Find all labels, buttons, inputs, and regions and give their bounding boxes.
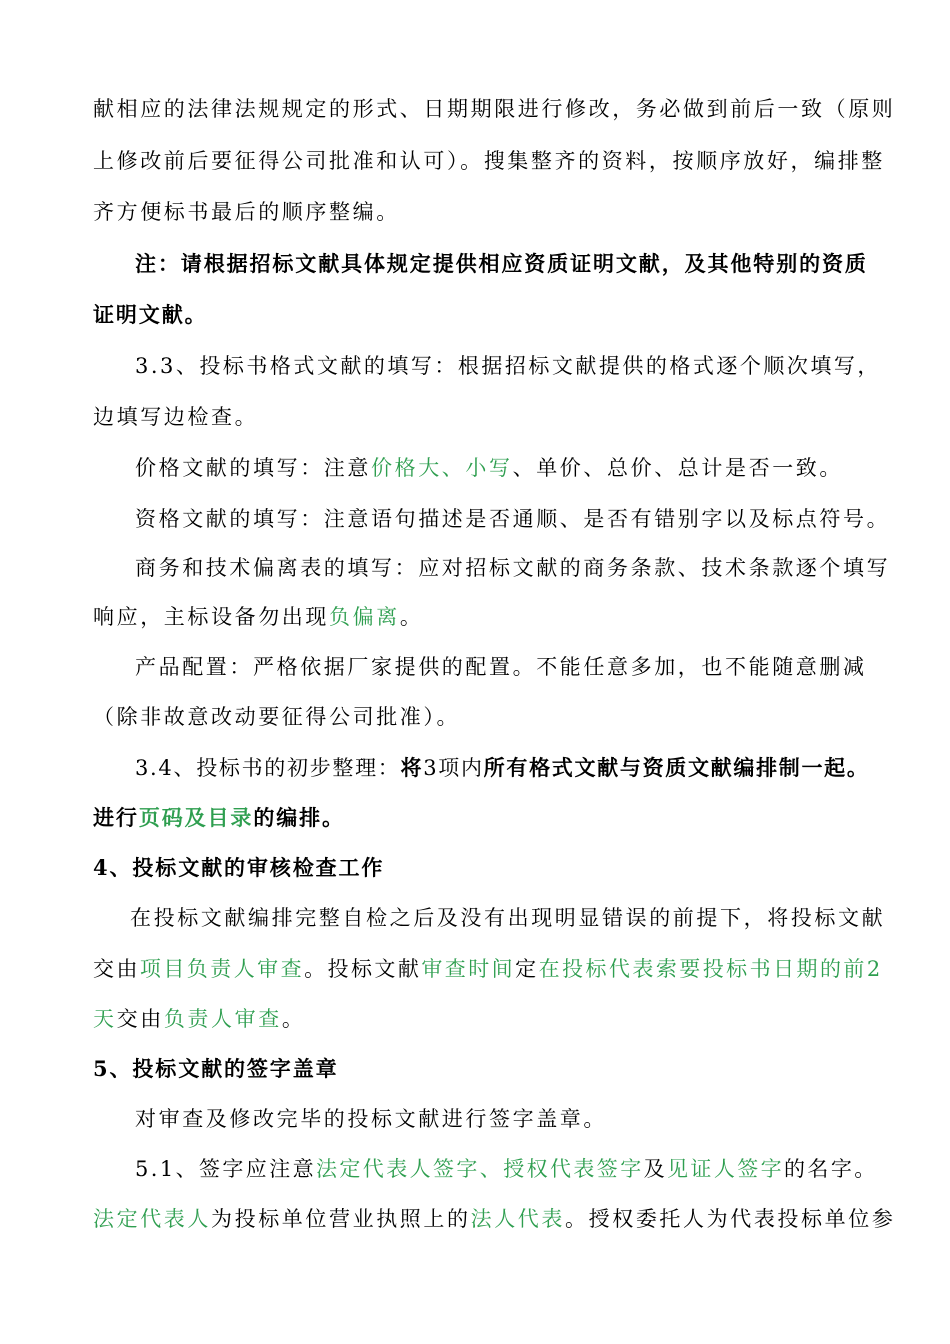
text-run: 、单价、总价、总计是否一致。: [512, 456, 844, 480]
text-line: [93, 954, 883, 984]
text-line: [135, 453, 843, 483]
text-run: 。: [399, 605, 424, 629]
bold-run: 的编排。: [253, 805, 345, 830]
text-line: [93, 702, 460, 732]
text-run: 价格文献的填写：注意: [135, 456, 371, 480]
text-run: 交由: [116, 1007, 164, 1031]
highlight-run: 天: [93, 1007, 117, 1031]
heading-text: 5、投标文献的签字盖章: [93, 1056, 339, 1081]
text-line: [135, 652, 867, 682]
text-line: [135, 553, 890, 583]
text-run: 证明文献。: [93, 302, 208, 327]
text-run: 。: [281, 1007, 306, 1031]
highlight-run: 法定代表人: [93, 1207, 211, 1231]
text-line: [93, 1204, 895, 1234]
text-run: 上修改前后要征得公司批准和认可）。搜集整齐的资料，按顺序放好，编排整: [93, 149, 885, 173]
text-line: [93, 803, 345, 833]
text-run: 注：请根据招标文献具体规定提供相应资质证明文献，及其他特别的资质: [135, 251, 868, 276]
section-5-1-line: [135, 1154, 878, 1184]
highlight-run: 法人代表: [470, 1207, 566, 1231]
heading-text: 4、投标文献的审核检查工作: [93, 855, 385, 880]
text-run: 的名字。: [784, 1157, 878, 1181]
highlight-run: 法定代表人签字、授权代表签字: [316, 1157, 644, 1181]
text-run: 边填写边检查。: [93, 405, 259, 429]
text-run: 。投标文献: [304, 957, 422, 981]
text-line: [135, 1104, 607, 1134]
text-line: [93, 197, 400, 227]
text-run: 产品配置：严格依据厂家提供的配置。不能任意多加，也不能随意删减: [135, 655, 867, 679]
text-line: [93, 1004, 305, 1034]
note-line: [135, 249, 868, 279]
highlight-run: 审查时间: [421, 957, 516, 981]
text-run: 响应，主标设备勿出现: [93, 605, 329, 629]
text-run: 齐方便标书最后的顺序整编。: [93, 200, 400, 224]
text-run: 交由: [93, 957, 140, 981]
text-run: 资格文献的填写：注意语句描述是否通顺、是否有错别字以及标点符号。: [135, 507, 891, 531]
highlight-run: 项目负责人审查: [139, 957, 305, 981]
highlight-run: 在投标代表索要投标书日期的前2: [538, 957, 883, 981]
text-run: 对审查及修改完毕的投标文献进行签字盖章。: [135, 1107, 607, 1131]
heading-4: [93, 853, 384, 883]
section-3-4-line: [135, 753, 870, 783]
text-run: 为投标单位营业执照上的: [211, 1207, 471, 1231]
note-line: [93, 300, 208, 330]
text-run: 定: [515, 957, 539, 981]
text-line: [130, 903, 885, 933]
text-run: （除非故意改动要征得公司批准）。: [93, 705, 461, 729]
text-run: 献相应的法律法规规定的形式、日期期限进行修改，务必做到前后一致（原则: [93, 97, 896, 121]
text-line: [135, 504, 890, 534]
text-run: 。授权委托人为代表投标单位参: [565, 1207, 896, 1231]
bold-run: 将: [400, 755, 424, 780]
text-run: 3项内: [423, 756, 484, 780]
text-run: 在投标文献编排完整自检之后及没有出现明显错误的前提下，将投标文献: [130, 906, 886, 930]
text-line: [93, 602, 423, 632]
text-line: [93, 94, 895, 124]
text-run: 及: [643, 1157, 668, 1181]
highlight-run: 价格大、小写: [371, 456, 513, 480]
text-run: 3.4、投标书的初步整理：: [135, 756, 401, 780]
heading-5: [93, 1054, 339, 1084]
highlight-run: 页码及目录: [138, 805, 254, 830]
bold-run: 进行: [93, 805, 139, 830]
text-line: [93, 146, 885, 176]
highlight-run: 负偏离: [329, 605, 400, 629]
highlight-run: 见证人签字: [667, 1157, 785, 1181]
highlight-run: 负责人审查: [163, 1007, 282, 1031]
bold-run: 所有格式文献与资质文献编排制一起。: [483, 755, 870, 780]
text-run: 商务和技术偏离表的填写：应对招标文献的商务条款、技术条款逐个填写: [135, 556, 891, 580]
text-run: 3.3、投标书格式文献的填写：根据招标文献提供的格式逐个顺次填写，: [135, 354, 881, 378]
text-line: [93, 402, 258, 432]
text-run: 5.1、签字应注意: [135, 1157, 316, 1181]
section-3-3-line: [135, 351, 881, 381]
